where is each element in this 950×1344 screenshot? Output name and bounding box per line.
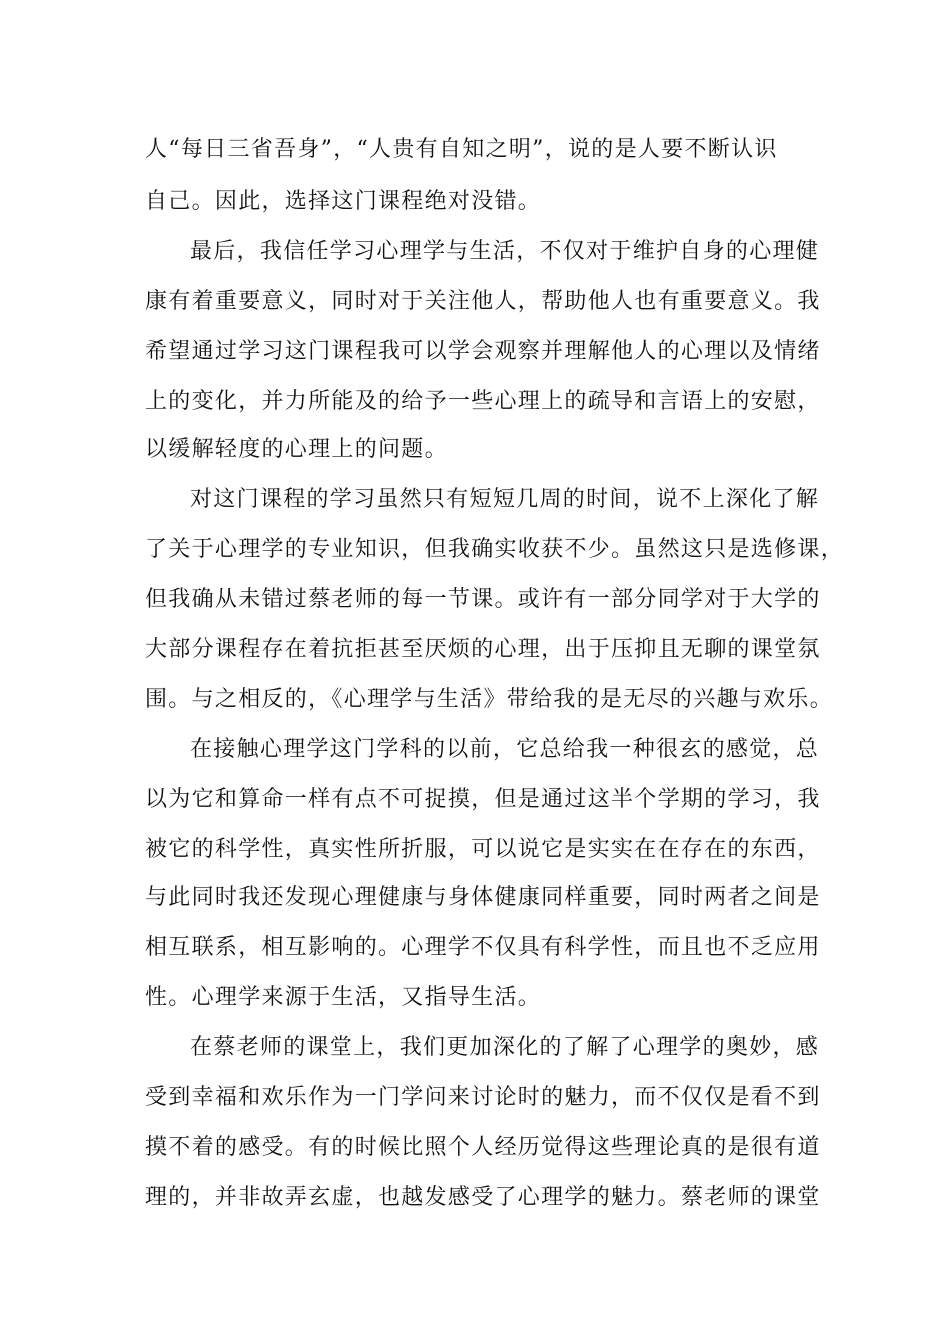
- text-line: 上的变化，并力所能及的给予一些心理上的疏导和言语上的安慰，: [145, 389, 821, 414]
- text-line: 人“每日三省吾身”，“人贵有自知之明”，说的是人要不断认识: [145, 137, 778, 162]
- text-line: 性。心理学来源于生活，又指导生活。: [145, 985, 542, 1010]
- text-line: 受到幸福和欢乐作为一门学问来讨论时的魅力，而不仅仅是看不到: [145, 1085, 821, 1110]
- text-line: 希望通过学习这门课程我可以学会观察并理解他人的心理以及情绪: [145, 339, 821, 364]
- text-line: 摸不着的感受。有的时候比照个人经历觉得这些理论真的是很有道: [145, 1135, 821, 1160]
- text-line: 了关于心理学的专业知识，但我确实收获不少。虽然这只是选修课，: [145, 537, 845, 562]
- paragraph-start-line: 对这门课程的学习虽然只有短短几周的时间，说不上深化了解: [190, 487, 820, 512]
- text-line: 康有着重要意义，同时对于关注他人，帮助他人也有重要意义。我: [145, 289, 821, 314]
- text-line: 但我确从未错过蔡老师的每一节课。或许有一部分同学对于大学的: [145, 587, 821, 612]
- text-line: 相互联系，相互影响的。心理学不仅具有科学性，而且也不乏应用: [145, 935, 821, 960]
- text-line: 以缓解轻度的心理上的问题。: [145, 437, 448, 462]
- text-line: 与此同时我还发现心理健康与身体健康同样重要，同时两者之间是: [145, 885, 821, 910]
- paragraph-start-line: 在蔡老师的课堂上，我们更加深化的了解了心理学的奥妙，感: [190, 1035, 820, 1060]
- text-line: 以为它和算命一样有点不可捉摸，但是通过这半个学期的学习，我: [145, 787, 821, 812]
- paragraph-start-line: 最后，我信任学习心理学与生活，不仅对于维护自身的心理健: [190, 239, 820, 264]
- text-line: 被它的科学性，真实性所折服，可以说它是实实在在存在的东西，: [145, 837, 821, 862]
- text-line: 理的，并非故弄玄虚，也越发感受了心理学的魅力。蔡老师的课堂: [145, 1185, 821, 1210]
- text-line: 大部分课程存在着抗拒甚至厌烦的心理，出于压抑且无聊的课堂氛: [145, 637, 821, 662]
- paragraph-start-line: 在接触心理学这门学科的以前，它总给我一种很玄的感觉，总: [190, 737, 820, 762]
- text-line: 自己。因此，选择这门课程绝对没错。: [145, 189, 542, 214]
- text-line: 围。与之相反的，《心理学与生活》带给我的是无尽的兴趣与欢乐。: [145, 687, 834, 712]
